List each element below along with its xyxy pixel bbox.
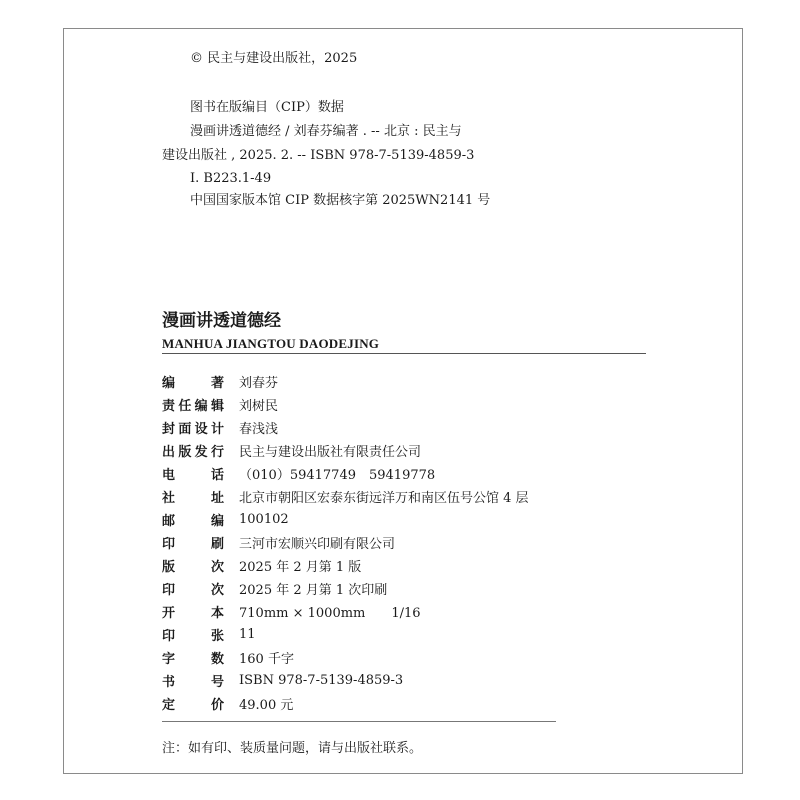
detail-row: [162, 692, 529, 715]
detail-label: 开 本: [162, 606, 224, 621]
detail-label: 印 张: [162, 629, 224, 644]
detail-value: 160 千字: [239, 652, 294, 667]
detail-label: 封 面 设 计: [162, 422, 224, 437]
detail-label: 字 数: [162, 652, 224, 667]
detail-row: [162, 531, 529, 554]
detail-label: 责 任 编 辑: [162, 399, 224, 414]
publication-details: [162, 370, 529, 715]
detail-row: [162, 623, 529, 646]
cip-line-2: 建设出版社 , 2025. 2. -- ISBN 978-7-5139-4859-3: [162, 148, 475, 163]
detail-value: 49.00 元: [239, 698, 294, 713]
detail-label: 书 号: [162, 675, 224, 690]
detail-row: [162, 393, 529, 416]
detail-value: 北京市朝阳区宏泰东街远洋万和南区伍号公馆 4 层: [239, 491, 529, 506]
footer-divider: [162, 721, 556, 722]
cip-line-1: 漫画讲透道德经 / 刘春芬编著 . -- 北京 : 民主与: [190, 124, 462, 139]
cip-heading: 图书在版编目（CIP）数据: [190, 100, 344, 115]
detail-label: 版 次: [162, 560, 224, 575]
detail-label: 社 址: [162, 491, 224, 506]
detail-label: 印 刷: [162, 537, 224, 552]
detail-label: 定 价: [162, 698, 224, 713]
detail-row: [162, 485, 529, 508]
detail-value: （010）59417749 59419778: [239, 468, 436, 483]
detail-row: [162, 439, 529, 462]
detail-value: 春浅浅: [239, 422, 279, 437]
detail-label: 编 著: [162, 376, 224, 391]
title-divider: [162, 353, 646, 354]
detail-value: 民主与建设出版社有限责任公司: [239, 445, 422, 460]
quality-notice: 注：如有印、装质量问题，请与出版社联系。: [162, 741, 423, 756]
book-title: 漫画讲透道德经: [162, 311, 281, 331]
detail-value: 2025 年 2 月第 1 版: [239, 560, 362, 575]
detail-value: ISBN 978-7-5139-4859-3: [239, 673, 404, 688]
book-pinyin-title: MANHUA JIANGTOU DAODEJING: [162, 336, 380, 351]
copyright-notice: © 民主与建设出版社，2025: [190, 51, 358, 66]
detail-row: [162, 416, 529, 439]
detail-value: 2025 年 2 月第 1 次印刷: [239, 583, 388, 598]
detail-value: 三河市宏顺兴印刷有限公司: [239, 537, 396, 552]
cip-line-4: 中国国家版本馆 CIP 数据核字第 2025WN2141 号: [190, 193, 491, 208]
detail-value: 100102: [239, 512, 289, 527]
detail-label: 邮 编: [162, 514, 224, 529]
detail-value: 刘春芬: [239, 376, 279, 391]
cip-line-3: I. B223.1-49: [190, 171, 272, 186]
detail-label: 印 次: [162, 583, 224, 598]
detail-value: 11: [239, 627, 256, 642]
detail-row: [162, 508, 529, 531]
detail-row: [162, 600, 529, 623]
detail-row: [162, 646, 529, 669]
detail-label: 出 版 发 行: [162, 445, 224, 460]
detail-value: 710mm × 1000mm 1/16: [239, 606, 421, 621]
detail-row: [162, 577, 529, 600]
detail-row: [162, 462, 529, 485]
detail-row: [162, 669, 529, 692]
detail-label: 电 话: [162, 468, 224, 483]
detail-value: 刘树民: [239, 399, 279, 414]
detail-row: [162, 554, 529, 577]
detail-row: [162, 370, 529, 393]
